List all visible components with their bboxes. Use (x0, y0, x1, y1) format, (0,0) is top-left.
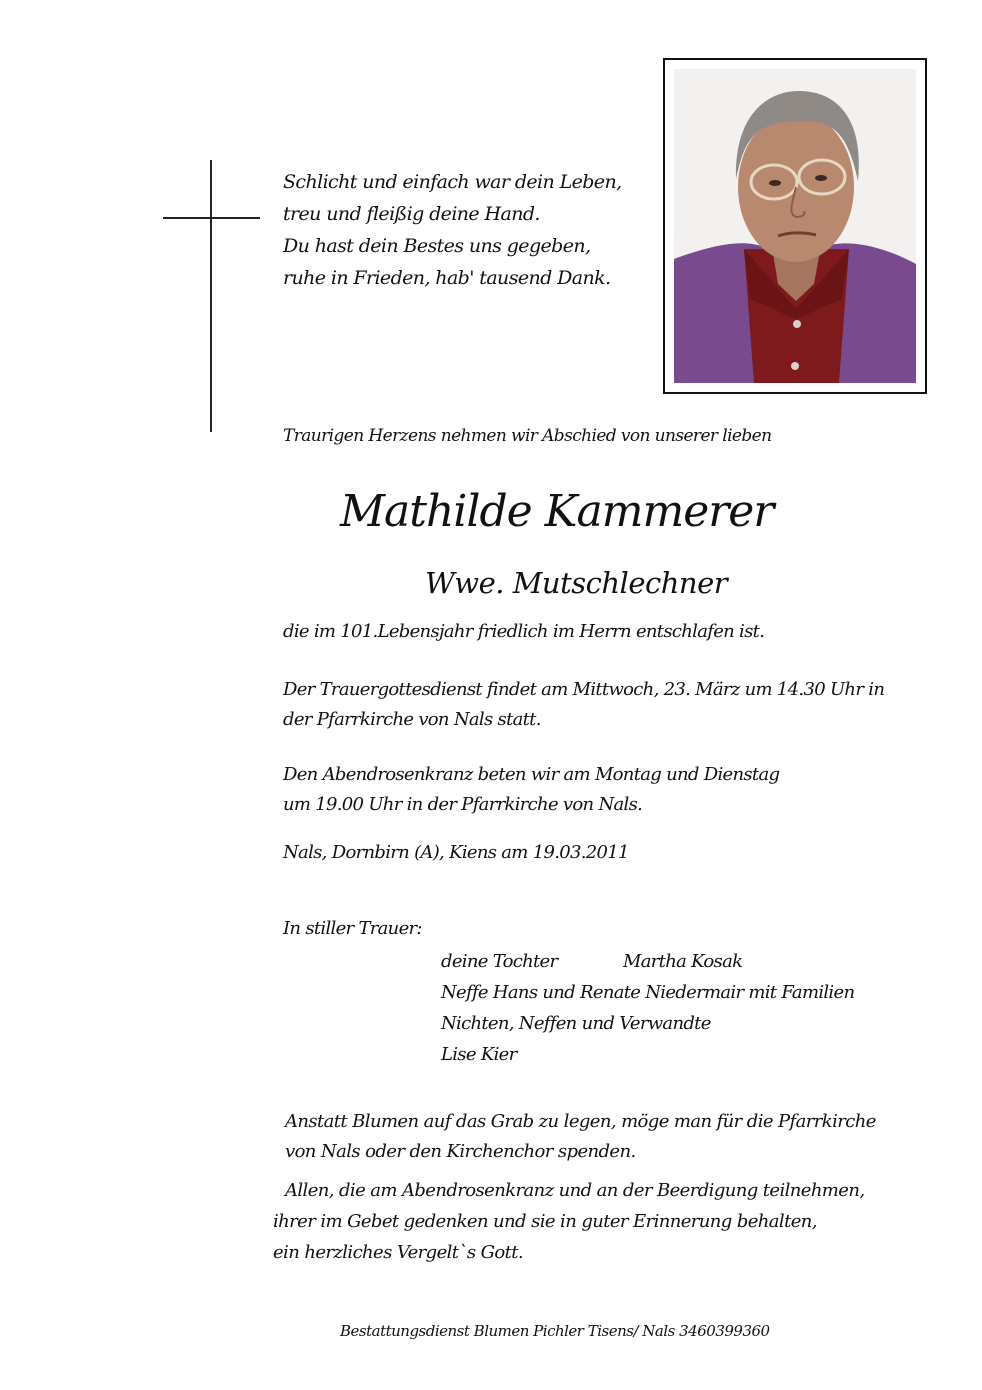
poem-line: Schlicht und einfach war dein Leben, (283, 171, 622, 193)
mourner-name: Neffe Hans und Renate Niedermair mit Familien (441, 982, 855, 1003)
mourner-name: Nichten, Neffen und Verwandte (441, 1013, 711, 1034)
mourner-row (441, 977, 854, 1008)
thanks-note (273, 1175, 864, 1268)
service-line: der Pfarrkirche von Nals statt. (283, 709, 541, 730)
glasses-bridge (797, 177, 799, 179)
mourner-row (441, 1008, 854, 1039)
donation-request (285, 1107, 876, 1167)
rosary-info (283, 760, 779, 820)
button (791, 362, 799, 370)
rosary-line: um 19.00 Uhr in der Pfarrkirche von Nals. (283, 794, 643, 815)
mourner-name: Martha Kosak (623, 951, 743, 972)
poem-line: ruhe in Frieden, hab' tausend Dank. (283, 267, 611, 289)
thanks-line: ihrer im Gebet gedenken und sie in guter Erinnerung behalten, (273, 1211, 817, 1232)
cross-vertical-bar (210, 160, 212, 432)
deceased-name: Mathilde Kammerer (340, 486, 774, 537)
mourner-row (441, 1039, 854, 1070)
announcement-intro: Traurigen Herzens nehmen wir Abschied von unserer lieben (283, 426, 772, 446)
portrait-illustration (674, 69, 916, 383)
thanks-line: ein herzliches Vergelt`s Gott. (273, 1242, 523, 1263)
mourners-heading: In stiller Trauer: (283, 918, 422, 939)
poem (283, 166, 622, 294)
mourner-role: deine Tochter (441, 951, 558, 972)
service-line: Der Trauergottesdienst findet am Mittwoch, 23. März um 14.30 Uhr in (283, 679, 885, 700)
widow-name: Wwe. Mutschlechner (425, 566, 728, 600)
button (793, 320, 801, 328)
thanks-line: Allen, die am Abendrosenkranz und an der Beerdigung teilnehmen, (285, 1180, 865, 1201)
donation-line: Anstatt Blumen auf das Grab zu legen, möge man für die Pfarrkirche (285, 1111, 876, 1132)
funeral-service-info (283, 675, 884, 735)
funeral-service-footer: Bestattungsdienst Blumen Pichler Tisens/ Nals 3460399360 (340, 1322, 770, 1340)
poem-line: Du hast dein Bestes uns gegeben, (283, 235, 591, 257)
mourners-list (441, 946, 854, 1070)
mourner-row (441, 946, 854, 977)
poem-line: treu und fleißig deine Hand. (283, 203, 540, 225)
place-and-date: Nals, Dornbirn (A), Kiens am 19.03.2011 (283, 842, 629, 863)
cross-horizontal-bar (163, 217, 260, 219)
eye-right (815, 175, 827, 181)
age-statement: die im 101.Lebensjahr friedlich im Herrn entschlafen ist. (283, 621, 765, 642)
mourner-name: Lise Kier (441, 1044, 517, 1065)
rosary-line: Den Abendrosenkranz beten wir am Montag und Dienstag (283, 764, 780, 785)
eye-left (769, 180, 781, 186)
photo-frame (663, 58, 927, 394)
donation-line: von Nals oder den Kirchenchor spenden. (285, 1141, 636, 1162)
portrait-photo (674, 69, 916, 383)
